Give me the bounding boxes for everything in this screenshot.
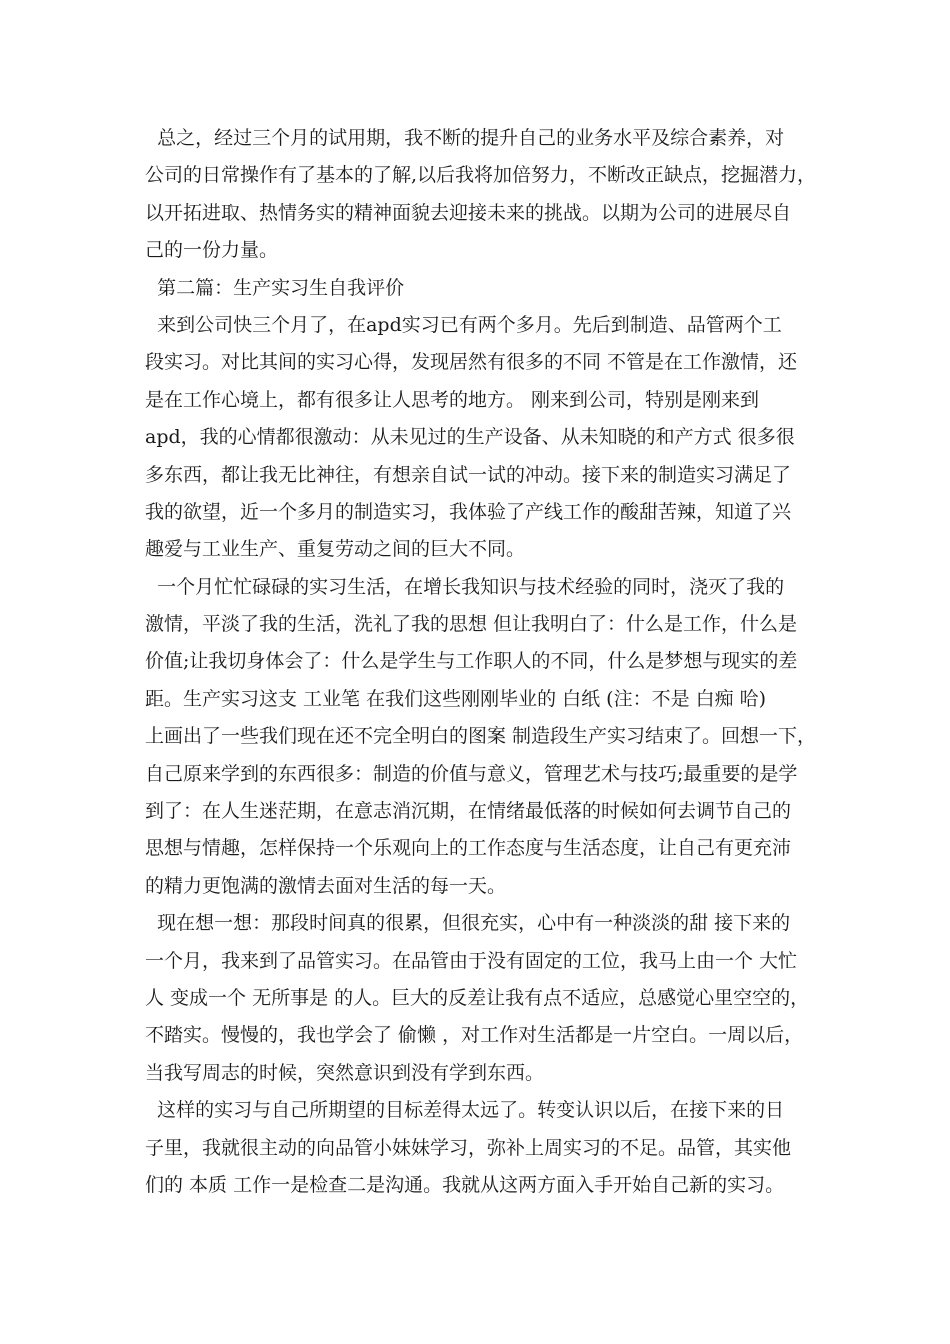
text-line: 我的欲望，近一个多月的制造实习，我体验了产线工作的酸甜苦辣，知道了兴 [145, 500, 792, 523]
text-line: 这样的实习与自己所期望的目标差得太远了。转变认识以后，在接下来的日 [145, 1099, 785, 1122]
text-line: 己的一份力量。 [145, 239, 279, 262]
text-line: 人 变成一个 无所事是 的人。巨大的反差让我有点不适应，总感觉心里空空的， [145, 986, 810, 1009]
text-line: 子里，我就很主动的向品管小妹妹学习，弥补上周实习的不足。品管，其实他 [145, 1136, 792, 1159]
text-line: 趣爱与工业生产、重复劳动之间的巨大不同。 [145, 538, 526, 561]
text-line: 一个月忙忙碌碌的实习生活，在增长我知识与技术经验的同时，浇灭了我的 [145, 575, 785, 598]
text-line: 距。生产实习这支 工业笔 在我们这些刚刚毕业的 白纸 (注：不是 白痴 哈) [145, 687, 767, 710]
text-line: 第二篇：生产实习生自我评价 [145, 276, 405, 299]
text-line: 是在工作心境上，都有很多让人思考的地方。 刚来到公司，特别是刚来到 [145, 388, 760, 411]
text-line: 到了：在人生迷茫期，在意志消沉期，在情绪最低落的时候如何去调节自己的 [145, 800, 792, 823]
text-line: 一个月，我来到了品管实习。在品管由于没有固定的工位，我马上由一个 大忙 [145, 949, 798, 972]
text-line: 的精力更饱满的激情去面对生活的每一天。 [145, 874, 507, 897]
text-line: apd，我的心情都很激动：从未见过的生产设备、从未知晓的和产方式 很多很 [145, 426, 795, 449]
text-line: 激情，平淡了我的生活，洗礼了我的思想 但让我明白了：什么是工作，什么是 [145, 613, 798, 636]
text-line: 来到公司快三个月了，在apd实习已有两个多月。先后到制造、品管两个工 [145, 313, 782, 336]
text-line: 价值;让我切身体会了：什么是学生与工作职人的不同，什么是梦想与现实的差 [145, 650, 798, 673]
text-line: 以开拓进取、热情务实的精神面貌去迎接未来的挑战。以期为公司的进展尽自 [145, 201, 792, 224]
text-line: 不踏实。慢慢的，我也学会了 偷懒 ，对工作对生活都是一片空白。一周以后， [145, 1024, 804, 1047]
text-line: 自己原来学到的东西很多：制造的价值与意义，管理艺术与技巧;最重要的是学 [145, 762, 798, 785]
text-line: 现在想一想：那段时间真的很累，但很充实，心中有一种淡淡的甜 接下来的 [145, 912, 791, 935]
text-line: 们的 本质 工作一是检查二是沟通。我就从这两方面入手开始自己新的实习。 [145, 1173, 785, 1196]
text-line: 当我写周志的时候，突然意识到没有学到东西。 [145, 1061, 545, 1084]
text-line: 思想与情趣，怎样保持一个乐观向上的工作态度与生活态度，让自己有更充沛 [145, 837, 792, 860]
text-line: 总之，经过三个月的试用期，我不断的提升自己的业务水平及综合素养，对 [145, 127, 785, 149]
text-line: 多东西，都让我无比神往，有想亲自试一试的冲动。接下来的制造实习满足了 [145, 463, 792, 486]
document-body [145, 120, 825, 1204]
text-line: 公司的日常操作有了基本的了解,以后我将加倍努力，不断改正缺点，挖掘潜力， [145, 164, 817, 187]
text-line: 段实习。对比其间的实习心得，发现居然有很多的不同 不管是在工作激情，还 [145, 351, 798, 374]
text-line: 上画出了一些我们现在还不完全明白的图案 制造段生产实习结束了。回想一下， [145, 725, 817, 748]
